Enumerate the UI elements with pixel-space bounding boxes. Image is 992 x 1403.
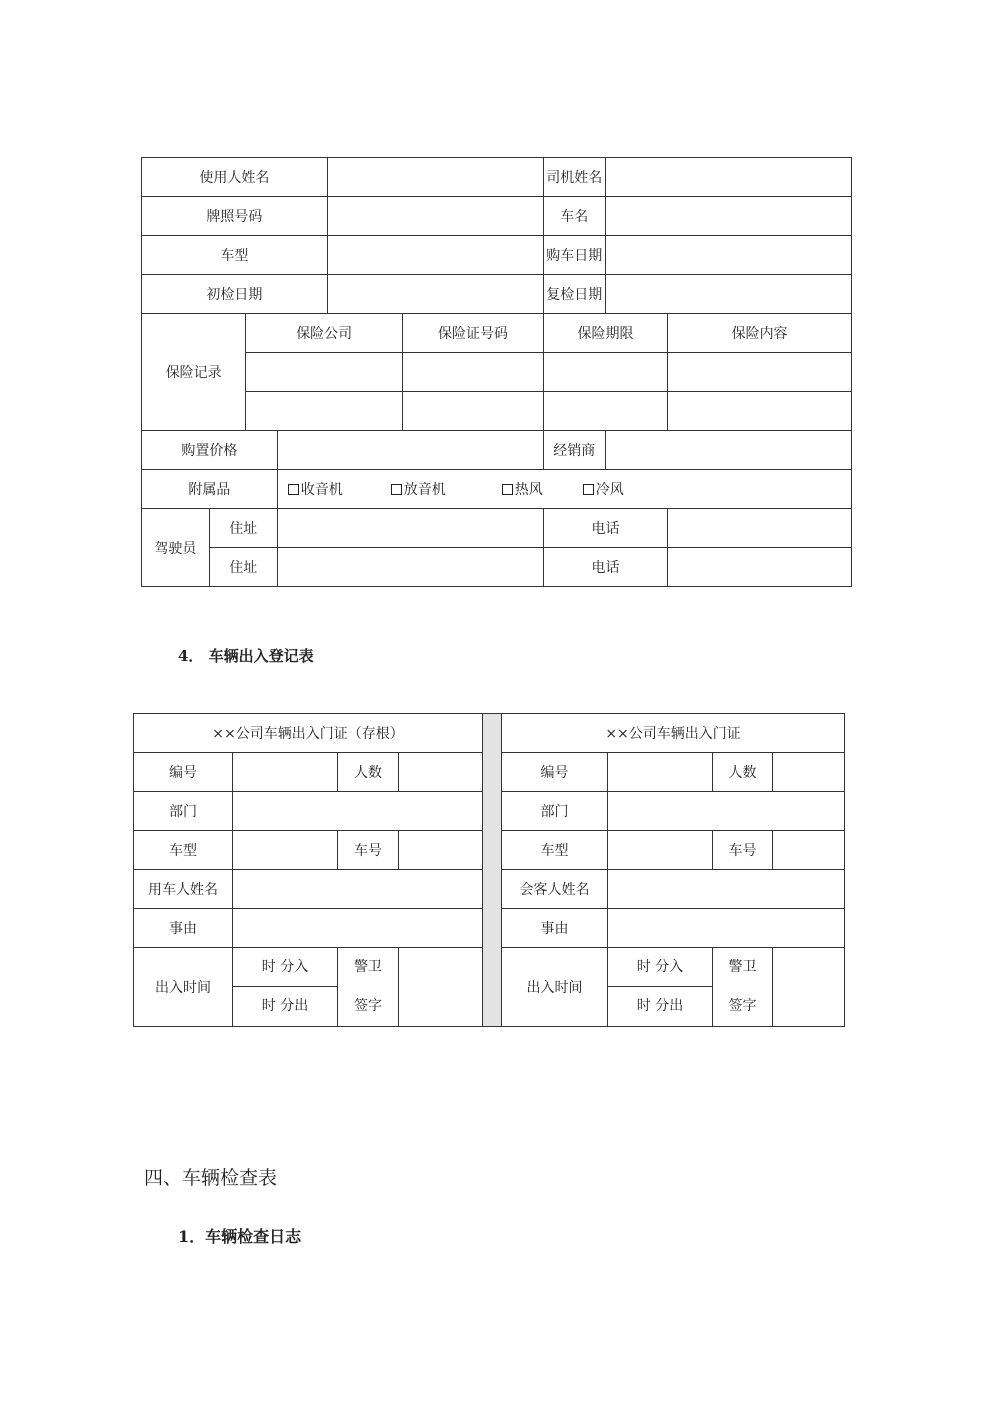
car-number-field[interactable] — [399, 831, 483, 870]
purchase-date-label: 购车日期 — [543, 236, 605, 275]
first-inspection-label: 初检日期 — [142, 275, 328, 314]
drivers-label: 驾驶员 — [142, 509, 210, 587]
accessories-label: 附属品 — [142, 470, 278, 509]
phone-label: 电话 — [543, 548, 667, 587]
subsection-1-heading: 1．车辆检查日志 — [178, 1227, 302, 1246]
signature-field[interactable] — [773, 948, 845, 1027]
guest-name-field[interactable] — [608, 870, 845, 909]
insurance-policy-cell[interactable] — [402, 392, 543, 431]
time-in[interactable]: 时 分入 — [233, 948, 337, 987]
people-field[interactable] — [773, 753, 845, 792]
phone-label: 电话 — [543, 509, 667, 548]
guard-label: 警卫 — [728, 959, 757, 975]
insurance-content-header: 保险内容 — [668, 314, 852, 353]
time-out[interactable]: 时 分出 — [636, 998, 684, 1014]
pass-title: ××公司车辆出入门证 — [502, 714, 845, 753]
phone-field[interactable] — [668, 509, 852, 548]
address-label: 住址 — [209, 509, 277, 548]
insurance-period-cell[interactable] — [543, 353, 667, 392]
user-name-field[interactable] — [233, 870, 483, 909]
accessory-option-ac[interactable]: 冷风 — [583, 470, 624, 508]
reinspection-field[interactable] — [605, 275, 851, 314]
guard-label: 警卫 — [354, 959, 382, 975]
number-label: 编号 — [502, 753, 608, 792]
time-label: 出入时间 — [502, 948, 608, 1027]
accessory-option-tape[interactable]: 放音机 — [391, 470, 446, 508]
insurance-policy-cell[interactable] — [402, 353, 543, 392]
driver-name-label: 司机姓名 — [543, 158, 605, 197]
reinspection-label: 复检日期 — [543, 275, 605, 314]
user-name-label: 用车人姓名 — [134, 870, 233, 909]
time-in[interactable]: 时 分入 — [608, 948, 712, 987]
insurance-content-cell[interactable] — [668, 392, 852, 431]
insurance-content-cell[interactable] — [668, 353, 852, 392]
insurance-company-cell[interactable] — [246, 392, 403, 431]
purchase-price-label: 购置价格 — [142, 431, 278, 470]
plate-label: 牌照号码 — [142, 197, 328, 236]
sign-label: 签字 — [354, 998, 382, 1014]
guard-sign-label — [713, 948, 773, 1027]
purchase-date-field[interactable] — [605, 236, 851, 275]
reason-label: 事由 — [502, 909, 608, 948]
address-label: 住址 — [209, 548, 277, 587]
accessories-options — [277, 470, 851, 509]
number-field[interactable] — [233, 753, 338, 792]
car-model-field[interactable] — [327, 236, 543, 275]
checkbox-icon — [502, 484, 513, 495]
car-model-label: 车型 — [502, 831, 608, 870]
sign-label: 签字 — [728, 998, 757, 1014]
checkbox-icon — [391, 484, 402, 495]
purchase-price-field[interactable] — [277, 431, 543, 470]
dealer-field[interactable] — [605, 431, 851, 470]
address-field[interactable] — [277, 509, 543, 548]
car-number-label: 车号 — [338, 831, 399, 870]
car-model-label: 车型 — [134, 831, 233, 870]
car-name-label: 车名 — [543, 197, 605, 236]
vehicle-info-table — [141, 157, 852, 587]
department-field[interactable] — [233, 792, 483, 831]
number-label: 编号 — [134, 753, 233, 792]
accessory-option-radio[interactable]: 收音机 — [288, 470, 343, 508]
insurance-record-label: 保险记录 — [142, 314, 246, 431]
perforation-divider — [483, 714, 502, 1027]
checkbox-icon — [583, 484, 594, 495]
user-name-field[interactable] — [327, 158, 543, 197]
people-field[interactable] — [399, 753, 483, 792]
guard-sign-label — [338, 948, 399, 1027]
time-out[interactable]: 时 分出 — [261, 998, 309, 1014]
first-inspection-field[interactable] — [327, 275, 543, 314]
section-four-heading: 四、车辆检查表 — [144, 1167, 278, 1189]
car-number-label: 车号 — [713, 831, 773, 870]
reason-field[interactable] — [233, 909, 483, 948]
stub-title: ××公司车辆出入门证（存根） — [134, 714, 483, 753]
guest-name-label: 会客人姓名 — [502, 870, 608, 909]
vehicle-pass-table — [133, 713, 845, 1027]
insurance-company-cell[interactable] — [246, 353, 403, 392]
car-number-field[interactable] — [773, 831, 845, 870]
time-cell — [608, 948, 713, 1027]
reason-field[interactable] — [608, 909, 845, 948]
address-field[interactable] — [277, 548, 543, 587]
department-label: 部门 — [134, 792, 233, 831]
car-model-field[interactable] — [233, 831, 338, 870]
insurance-company-header: 保险公司 — [246, 314, 403, 353]
insurance-period-cell[interactable] — [543, 392, 667, 431]
time-label: 出入时间 — [134, 948, 233, 1027]
car-name-field[interactable] — [605, 197, 851, 236]
insurance-policy-header: 保险证号码 — [402, 314, 543, 353]
people-label: 人数 — [713, 753, 773, 792]
people-label: 人数 — [338, 753, 399, 792]
insurance-period-header: 保险期限 — [543, 314, 667, 353]
section-4-heading: 4． 车辆出入登记表 — [178, 647, 314, 665]
department-field[interactable] — [608, 792, 845, 831]
car-model-label: 车型 — [142, 236, 328, 275]
dealer-label: 经销商 — [543, 431, 605, 470]
plate-field[interactable] — [327, 197, 543, 236]
driver-name-field[interactable] — [605, 158, 851, 197]
checkbox-icon — [288, 484, 299, 495]
user-name-label: 使用人姓名 — [142, 158, 328, 197]
phone-field[interactable] — [668, 548, 852, 587]
accessory-option-heater[interactable]: 热风 — [502, 470, 543, 508]
number-field[interactable] — [608, 753, 713, 792]
time-cell — [233, 948, 338, 1027]
department-label: 部门 — [502, 792, 608, 831]
reason-label: 事由 — [134, 909, 233, 948]
car-model-field[interactable] — [608, 831, 713, 870]
signature-field[interactable] — [399, 948, 483, 1027]
